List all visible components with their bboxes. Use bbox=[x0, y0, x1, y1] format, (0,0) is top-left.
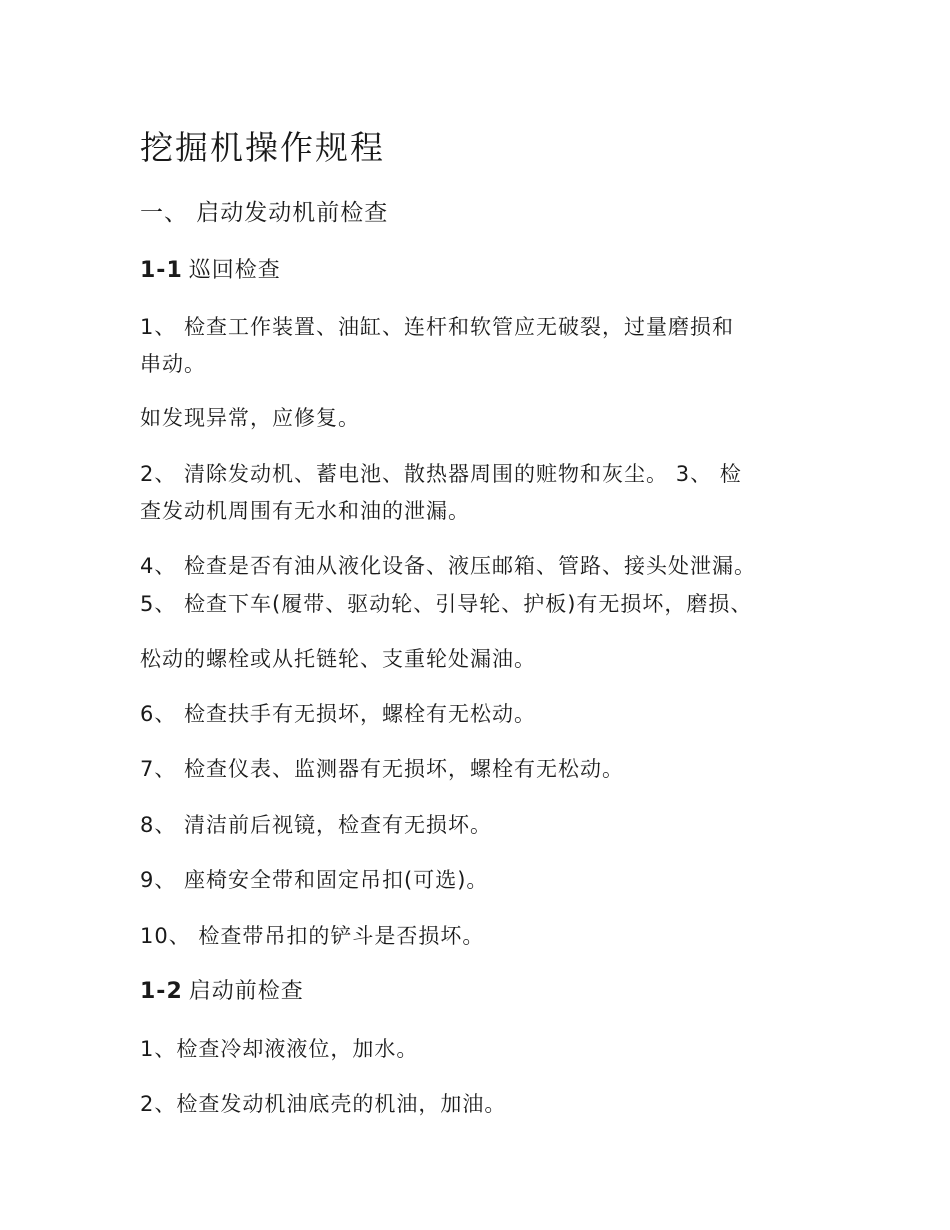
text-line: 9、 座椅安全带和固定吊扣(可选)。 bbox=[140, 868, 489, 892]
subsection-number: 1-2 bbox=[140, 979, 183, 1004]
text-line: 串动。 bbox=[140, 352, 206, 376]
subsection-label: 启动前检查 bbox=[188, 979, 304, 1004]
text-line: 7、 检查仪表、监测器有无损坏，螺栓有无松动。 bbox=[140, 757, 625, 781]
text-line: 8、 清洁前后视镜，检查有无损坏。 bbox=[140, 813, 493, 837]
section-heading: 一、 启动发动机前检查 bbox=[140, 200, 389, 226]
text-line: 1、 检查工作装置、油缸、连杆和软管应无破裂，过量磨损和 bbox=[140, 315, 735, 339]
text-line: 10、 检查带吊扣的铲斗是否损坏。 bbox=[140, 924, 485, 948]
text-line: 如发现异常，应修复。 bbox=[140, 406, 360, 430]
text-line: 5、 检查下车(履带、驱动轮、引导轮、护板)有无损坏，磨损、 bbox=[140, 592, 753, 616]
text-line: 2、检查发动机油底壳的机油，加油。 bbox=[140, 1092, 507, 1116]
subsection-heading bbox=[140, 256, 281, 286]
subsection-number: 1-1 bbox=[140, 258, 183, 283]
subsection-heading bbox=[140, 977, 304, 1007]
text-line: 2、 清除发动机、蓄电池、散热器周围的赃物和灰尘。 3、 检 bbox=[140, 462, 742, 486]
subsection-label: 巡回检查 bbox=[188, 258, 281, 283]
text-line: 1、检查冷却液液位，加水。 bbox=[140, 1037, 419, 1061]
text-line: 松动的螺栓或从托链轮、支重轮处漏油。 bbox=[140, 647, 536, 671]
document-title: 挖掘机操作规程 bbox=[140, 128, 385, 167]
text-line: 6、 检查扶手有无损坏，螺栓有无松动。 bbox=[140, 702, 537, 726]
text-line: 查发动机周围有无水和油的泄漏。 bbox=[140, 499, 470, 523]
text-line: 4、 检查是否有油从液化设备、液压邮箱、管路、接头处泄漏。 bbox=[140, 554, 757, 578]
